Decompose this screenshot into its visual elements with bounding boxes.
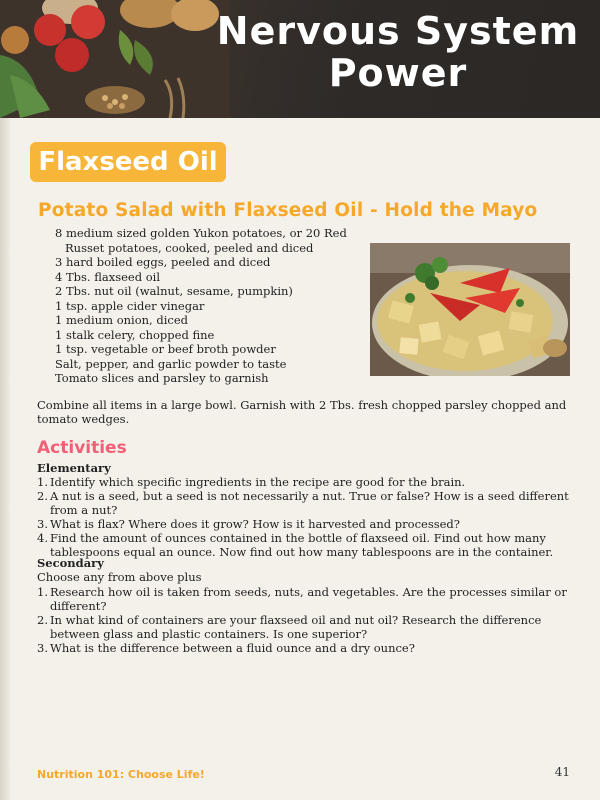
list-item: [37, 475, 582, 489]
list-item: [37, 489, 582, 517]
ingredient-item: 4 Tbs. flaxseed oil: [55, 269, 161, 284]
recipe-instructions: Combine all items in a large bowl. Garnish with 2 Tbs. fresh chopped parsley chopped and tomato wedges.: [37, 398, 567, 426]
ingredient-item: Salt, pepper, and garlic powder to taste: [55, 356, 287, 371]
vegetables-photo: [0, 0, 230, 118]
potato-salad-photo: [370, 243, 570, 376]
secondary-intro: Choose any from above plus: [37, 570, 202, 584]
item-text: Identify which specific ingredients in the recipe are good for the brain.: [50, 475, 466, 489]
list-item: [37, 585, 582, 613]
secondary-label: Secondary: [37, 556, 104, 570]
item-number: 3.: [37, 517, 48, 531]
secondary-activity-list: [37, 585, 582, 655]
list-item: [37, 641, 582, 655]
elementary-label: Elementary: [37, 461, 111, 475]
list-item: [37, 613, 582, 641]
item-number: 1.: [37, 585, 48, 599]
chapter-title: [208, 10, 588, 94]
recipe-title: Potato Salad with Flaxseed Oil - Hold the Mayo: [38, 200, 538, 221]
item-text: In what kind of containers are your flaxseed oil and nut oil? Research the difference between glass and plastic containers. Is one superior?: [50, 613, 542, 641]
footer-book-title: Nutrition 101: Choose Life!: [37, 768, 205, 781]
item-text: Find the amount of ounces contained in the bottle of flaxseed oil. Find out how many tablespoons equal an ounce. Now find out how many tablespoons are in the container.: [50, 531, 554, 559]
ingredient-item: 2 Tbs. nut oil (walnut, sesame, pumpkin): [55, 284, 293, 298]
chapter-title-line2: Power: [328, 51, 468, 95]
ingredient-item: 1 tsp. vegetable or beef broth powder: [55, 342, 276, 356]
ingredient-item: 1 tsp. apple cider vinegar: [55, 298, 205, 313]
item-text: Research how oil is taken from seeds, nuts, and vegetables. Are the processes similar or different?: [50, 585, 567, 613]
chapter-title-line1: Nervous System: [216, 9, 580, 53]
item-number: 1.: [37, 475, 48, 489]
item-text: What is the difference between a fluid ounce and a dry ounce?: [50, 641, 415, 655]
item-number: 3.: [37, 641, 48, 655]
elementary-activity-list: [37, 475, 582, 559]
list-item: [37, 531, 582, 559]
ingredient-item: 3 hard boiled eggs, peeled and diced: [55, 255, 271, 269]
ingredient-item: 1 medium onion, diced: [55, 313, 188, 327]
ingredient-item: 1 stalk celery, chopped fine: [55, 327, 215, 342]
item-number: 2.: [37, 613, 48, 627]
page-gutter: [0, 0, 10, 800]
item-text: A nut is a seed, but a seed is not necessarily a nut. True or false? How is a seed different from a nut?: [50, 489, 569, 517]
section-tag: Flaxseed Oil: [30, 142, 226, 182]
list-item: [37, 517, 582, 531]
page-header-banner: [0, 0, 600, 118]
item-number: 2.: [37, 489, 48, 503]
ingredient-item: Tomato slices and parsley to garnish: [55, 371, 269, 385]
item-text: What is flax? Where does it grow? How is it harvested and processed?: [50, 517, 460, 531]
ingredient-item: 8 medium sized golden Yukon potatoes, or 20 Red Russet potatoes, cooked, peeled and diced: [55, 226, 347, 255]
ingredient-list: [55, 226, 365, 386]
page-number: 41: [554, 765, 570, 779]
item-number: 4.: [37, 531, 48, 545]
activities-heading: Activities: [37, 438, 127, 458]
